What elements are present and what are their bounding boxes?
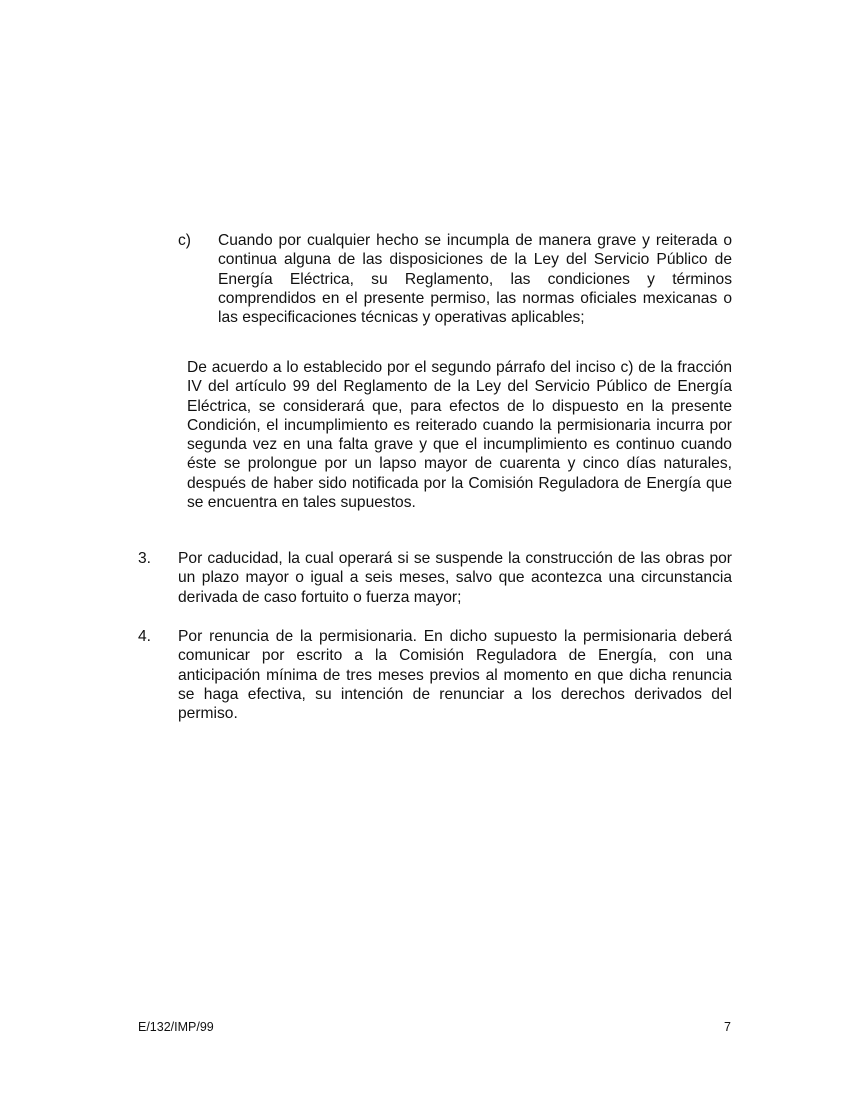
- item-3-text: Por caducidad, la cual operará si se suspende la construcción de las obras por un plazo mayor o igual a seis meses, salvo que acontezca una circunstancia derivada de caso fortuito o fuerza mayor;: [178, 550, 732, 606]
- item-4-text: Por renuncia de la permisionaria. En dicho supuesto la permisionaria deberá comunicar por escrito a la Comisión Reguladora de Energía, con una anticipación mínima de tres meses previos al momento en que dicha renuncia se haga efectiva, su intención de renunciar a los derechos derivados del permiso.: [178, 628, 732, 723]
- item-c-text: Cuando por cualquier hecho se incumpla de manera grave y reiterada o continua alguna de las disposiciones de la Ley del Servicio Público de Energía Eléctrica, su Reglamento, las condiciones y términos comprendidos en el presente permiso, las normas oficiales mexicanas o las especificaciones técnicas y operativas aplicables;: [218, 232, 732, 327]
- note-paragraph: De acuerdo a lo establecido por el segundo párrafo del inciso c) de la fracción IV del artículo 99 del Reglamento de la Ley del Servicio Público de Energía Eléctrica, se considerará que, para efectos de lo dispuesto en la presente Condición, el incumplimiento es reiterado cuando la permisionaria incurra por segunda vez en una falta grave y que el incumplimiento es continuo cuando éste se prolongue por un lapso mayor de cuarenta y cinco días naturales, después de haber sido notificada por la Comisión Reguladora de Energía que se encuentra en tales supuestos.: [187, 359, 732, 512]
- item-3-marker: 3.: [138, 550, 152, 567]
- page-number: 7: [724, 1020, 731, 1034]
- footer-reference: E/132/IMP/99: [138, 1020, 214, 1034]
- item-4-marker: 4.: [138, 628, 152, 645]
- item-c-marker: c): [178, 232, 191, 249]
